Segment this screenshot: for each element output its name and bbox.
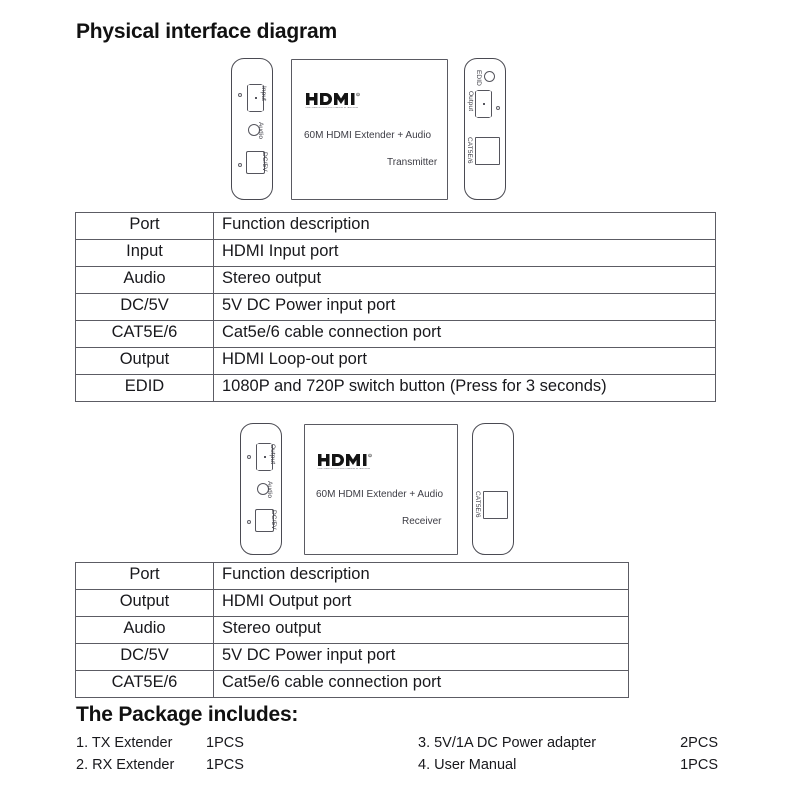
table-row (76, 348, 716, 375)
port-label-audio: Audio (257, 122, 264, 140)
table-row (76, 294, 716, 321)
cell-function-description: Cat5e/6 cable connection port (214, 671, 629, 698)
port-label-output: Output (269, 444, 276, 465)
package-list-left (76, 735, 266, 779)
svg-text:R: R (369, 455, 371, 458)
header-cell-function: Function description (214, 213, 716, 240)
rj45-cat5e6-jack (475, 137, 500, 165)
header-cell-function: Function description (214, 563, 629, 590)
cell-function-description: HDMI Loop-out port (214, 348, 716, 375)
screw-icon (238, 163, 242, 167)
package-item-quantity: 1PCS (206, 735, 244, 751)
cell-port-name: Output (76, 348, 214, 375)
package-item-quantity: 1PCS (206, 757, 244, 773)
cell-function-description: Stereo output (214, 267, 716, 294)
table-row (76, 375, 716, 402)
transmitter-port-table (75, 212, 716, 402)
hdmi-logo-sublegend: HIGH-DEFINITION MULTIMEDIA INTERFACE (317, 468, 371, 470)
cell-port-name: Audio (76, 267, 214, 294)
table-row (76, 321, 716, 348)
receiver-right-panel (472, 423, 514, 555)
cell-function-description: Cat5e/6 cable connection port (214, 321, 716, 348)
port-label-dc5v: DC/5V (261, 152, 268, 172)
table-body (76, 563, 629, 698)
package-item (418, 757, 718, 779)
cell-function-description: 5V DC Power input port (214, 644, 629, 671)
package-item-quantity: 1PCS (680, 757, 718, 773)
table-body (76, 213, 716, 402)
table-row (76, 644, 629, 671)
transmitter-role-line: Transmitter (387, 157, 438, 168)
cell-function-description: HDMI Output port (214, 590, 629, 617)
receiver-body (304, 424, 458, 555)
header-cell-port: Port (76, 213, 214, 240)
cell-port-name: DC/5V (76, 294, 214, 321)
cell-port-name: EDID (76, 375, 214, 402)
receiver-model-line: 60M HDMI Extender + Audio (316, 489, 444, 500)
port-label-cat5e6: CAT5E/6 (474, 491, 481, 518)
cell-port-name: Audio (76, 617, 214, 644)
package-list-right (418, 735, 718, 779)
table-row (76, 671, 629, 698)
svg-text:R: R (357, 94, 359, 97)
rj45-cat5e6-jack (483, 491, 508, 519)
port-label-output: Output (467, 91, 474, 112)
screw-icon (496, 106, 500, 110)
screw-icon (247, 455, 251, 459)
receiver-role-line: Receiver (402, 516, 442, 527)
page-title-physical-interface: Physical interface diagram (76, 20, 337, 43)
cell-port-name: CAT5E/6 (76, 321, 214, 348)
package-item (418, 735, 718, 757)
port-label-input: Input (260, 86, 267, 101)
table-row (76, 617, 629, 644)
table-row (76, 240, 716, 267)
package-item-quantity: 2PCS (680, 735, 718, 751)
screw-icon (247, 520, 251, 524)
transmitter-model-line: 60M HDMI Extender + Audio (304, 130, 432, 141)
receiver-port-table (75, 562, 629, 698)
cell-port-name: CAT5E/6 (76, 671, 214, 698)
package-item (76, 735, 266, 757)
table-header-row (76, 213, 716, 240)
port-label-cat5e6: CAT5E/6 (466, 137, 473, 164)
transmitter-body (291, 59, 448, 200)
package-item (76, 757, 266, 779)
table-row (76, 267, 716, 294)
package-item-label: 1. TX Extender (76, 735, 173, 751)
cell-function-description: 5V DC Power input port (214, 294, 716, 321)
cell-function-description: Stereo output (214, 617, 629, 644)
port-label-edid: EDID (475, 70, 482, 86)
cell-function-description: 1080P and 720P switch button (Press for 3 seconds) (214, 375, 716, 402)
transmitter-right-panel (464, 58, 506, 200)
cell-port-name: Output (76, 590, 214, 617)
receiver-left-panel (240, 423, 282, 555)
port-label-dc5v: DC/5V (270, 510, 277, 530)
edid-button[interactable] (484, 71, 495, 82)
cell-port-name: Input (76, 240, 214, 267)
table-header-row (76, 563, 629, 590)
hdmi-logo (305, 92, 379, 110)
package-item-label: 3. 5V/1A DC Power adapter (418, 735, 597, 751)
cell-port-name: DC/5V (76, 644, 214, 671)
port-label-audio: Audio (266, 481, 273, 499)
package-item-label: 4. User Manual (418, 757, 517, 773)
cell-function-description: HDMI Input port (214, 240, 716, 267)
screw-icon (238, 93, 242, 97)
hdmi-loopout-port (475, 90, 492, 118)
transmitter-left-panel (231, 58, 273, 200)
hdmi-logo (317, 453, 391, 471)
header-cell-port: Port (76, 563, 214, 590)
package-item-label: 2. RX Extender (76, 757, 175, 773)
table-row (76, 590, 629, 617)
hdmi-logo-sublegend: HIGH-DEFINITION MULTIMEDIA INTERFACE (305, 107, 359, 109)
page-title-package-includes: The Package includes: (76, 703, 299, 726)
